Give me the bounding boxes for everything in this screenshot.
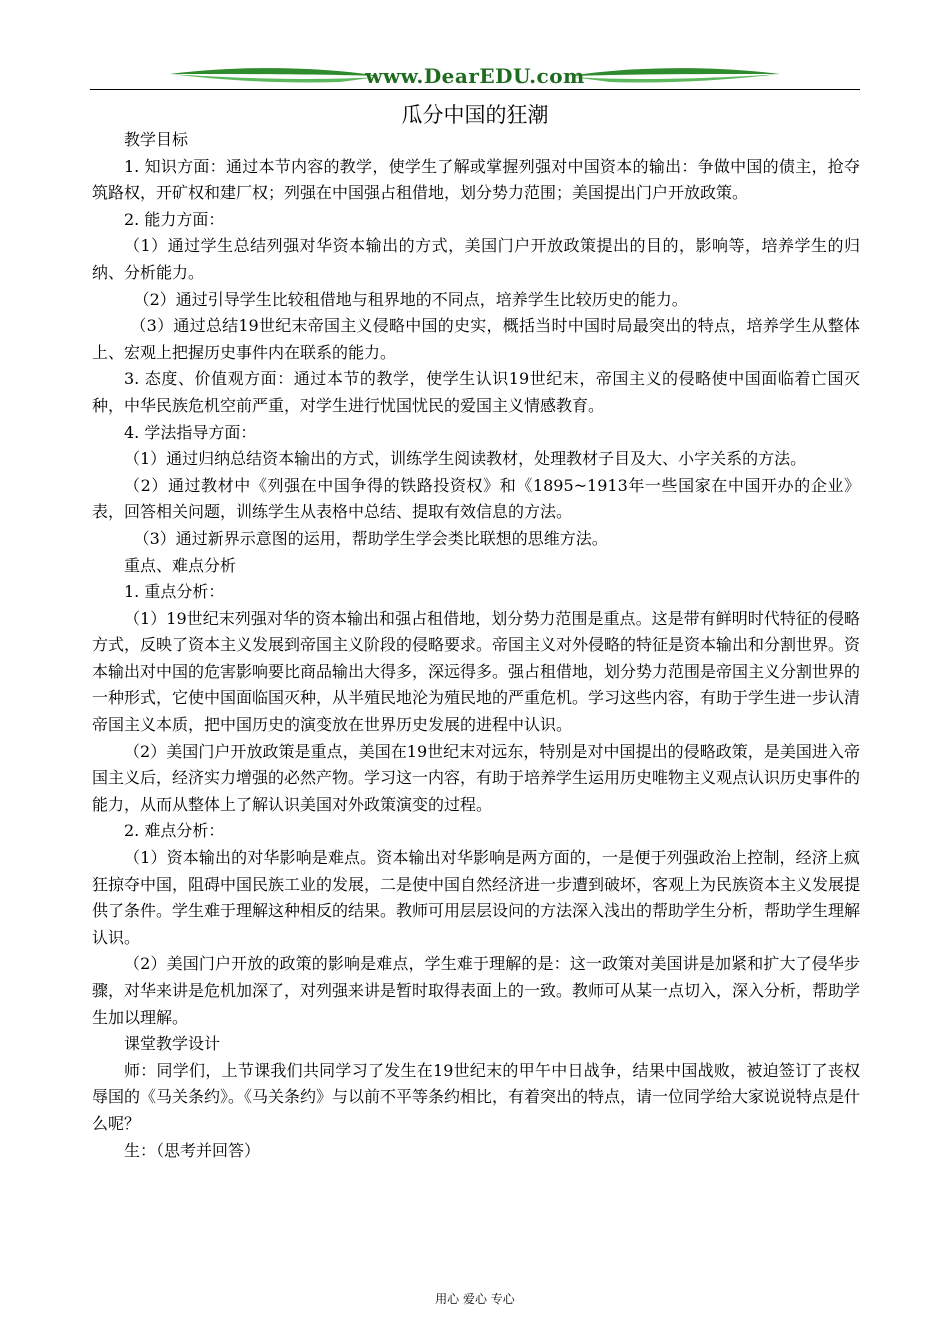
paragraph: （1）通过学生总结列强对华资本输出的方式，美国门户开放政策提出的目的，影响等，培养学生的归纳、分析能力。 (92, 236, 860, 282)
paragraph: （2）美国门户开放的政策的影响是难点，学生难于理解的是：这一政策对美国讲是加紧和扩大了侵华步骤，对华来讲是危机加深了，对列强来讲是暂时取得表面上的一致。教师可从某一点切入，深入分析，帮助学生加以理解。 (92, 954, 861, 1027)
paragraph: 1. 重点分析： (124, 582, 225, 602)
header-divider (90, 89, 860, 90)
page-title: 瓜分中国的狂潮 (401, 103, 549, 127)
section-heading: 重点、难点分析 (124, 555, 237, 575)
paragraph: （3）通过总结19世纪末帝国主义侵略中国的史实，概括当时中国时局最突出的特点，培养学生从整体上、宏观上把握历史事件内在联系的能力。 (92, 316, 860, 362)
paragraph: （2）通过引导学生比较租借地与租界地的不同点，培养学生比较历史的能力。 (133, 289, 688, 309)
paragraph: （1）通过归纳总结资本输出的方式，训练学生阅读教材，处理教材子目及大、小字关系的方法。 (124, 449, 807, 469)
paragraph: （1）资本输出的对华影响是难点。资本输出对华影响是两方面的，一是便于列强政治上控制，经济上疯狂掠夺中国，阻碍中国民族工业的发展，二是使中国自然经济进一步遭到破坏，客观上为民族资本主义发展提供了条件。学生难于理解这种相反的结果。教师可用层层设问的方法深入浅出的帮助学生分析，帮助学生理解认识。 (92, 848, 861, 947)
paragraph: （2）通过教材中《列强在中国争得的铁路投资权》和《1895~1913年一些国家在中国开办的企业》表，回答相关问题，训练学生从表格中总结、提取有效信息的方法。 (92, 475, 860, 522)
paragraph: 师：同学们，上节课我们共同学习了发生在19世纪末的甲午中日战争，结果中国战败，被迫签订了丧权辱国的《马关条约》。《马关条约》与以前不平等条约相比，有着突出的特点，请一位同学给大家说说特点是什么呢？ (92, 1060, 861, 1133)
paragraph: （2）美国门户开放政策是重点，美国在19世纪末对远东，特别是对中国提出的侵略政策，是美国进入帝国主义后，经济实力增强的必然产物。学习这一内容，有助于培养学生运用历史唯物主义观点认识历史事件的能力，从而从整体上了解认识美国对外政策演变的过程。 (92, 741, 861, 814)
paragraph: （1）19世纪末列强对华的资本输出和强占租借地，划分势力范围是重点。这是带有鲜明时代特征的侵略方式，反映了资本主义发展到帝国主义阶段的侵略要求。帝国主义对外侵略的特征是资本输出和分割世界。资本输出对中国的危害影响要比商品输出大得多，深远得多。强占租借地，划分势力范围是帝国主义分割世界的一种形式，它使中国面临国灭种，从半殖民地沦为殖民地的严重危机。学习这些内容，有助于学生进一步认清帝国主义本质，把中国历史的演变放在世界历史发展的进程中认识。 (92, 608, 861, 735)
paragraph: 3. 态度、价值观方面：通过本节的教学，使学生认识19世纪末，帝国主义的侵略使中国面临着亡国灭种，中华民族危机空前严重，对学生进行忧国忧民的爱国主义情感教育。 (92, 369, 860, 415)
section-heading: 教学目标 (124, 130, 189, 149)
paragraph: （3）通过新界示意图的运用，帮助学生学会类比联想的思维方法。 (133, 528, 608, 548)
document-body (92, 127, 860, 1164)
page-footer: 用心 爱心 专心 (435, 1292, 515, 1306)
site-logo[interactable]: www.DearEDU.com (365, 64, 585, 88)
paragraph: 2. 难点分析： (124, 821, 225, 841)
paragraph: 4. 学法指导方面： (124, 422, 257, 442)
section-heading: 课堂教学设计 (124, 1034, 221, 1054)
paragraph: 生：（思考并回答） (124, 1140, 261, 1160)
paragraph: 2. 能力方面： (124, 209, 225, 229)
paragraph: 1. 知识方面：通过本节内容的教学，使学生了解或掌握列强对中国资本的输出：争做中国的债主，抢夺筑路权，开矿权和建厂权；列强在中国强占租借地，划分势力范围；美国提出门户开放政策。 (92, 156, 860, 203)
